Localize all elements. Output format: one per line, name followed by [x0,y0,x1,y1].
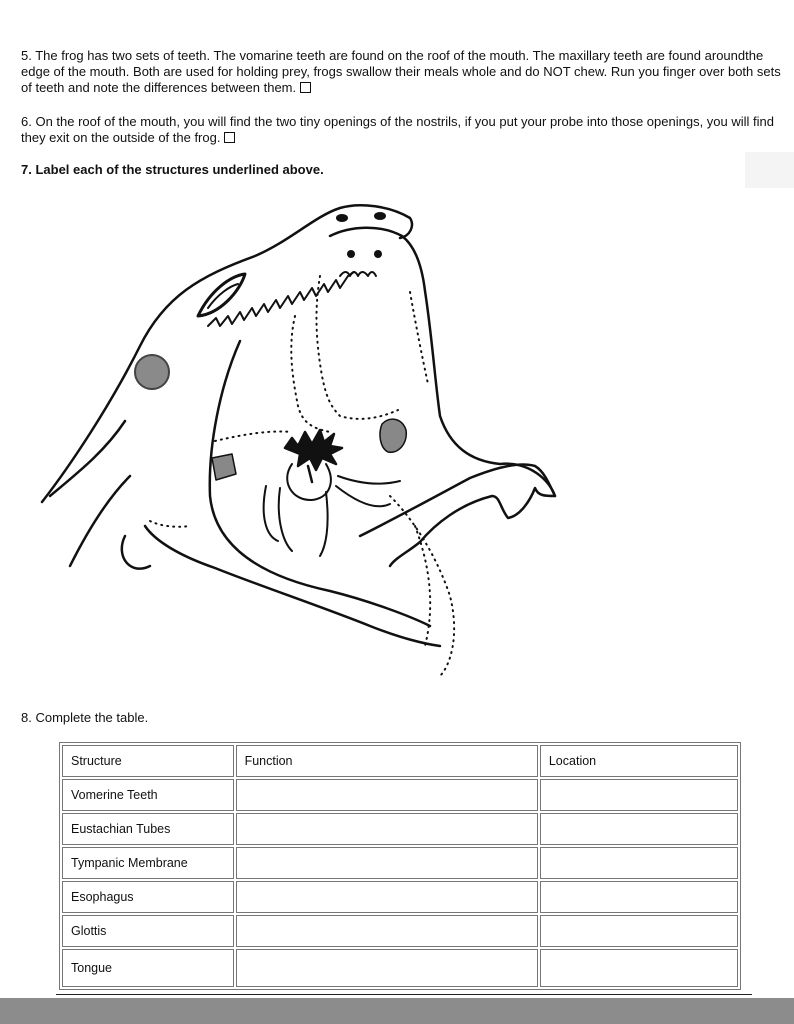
function-cell[interactable] [236,949,538,987]
structure-cell: Vomerine Teeth [62,779,234,811]
function-cell[interactable] [236,881,538,913]
table-row [62,881,738,913]
function-cell[interactable] [236,915,538,947]
table-header-row [62,745,738,777]
table-row [62,949,738,987]
function-cell[interactable] [236,779,538,811]
nostril-left [347,250,355,258]
esophagus [285,430,342,470]
location-cell[interactable] [540,915,738,947]
mouth-roof-edge [330,228,555,496]
header-location: Location [540,745,738,777]
location-cell[interactable] [540,813,738,845]
question-6 [21,114,781,146]
floor-line-3 [320,492,328,556]
table-row [62,813,738,845]
eye-outline [198,274,245,316]
location-cell[interactable] [540,881,738,913]
glottis-slit [308,466,312,482]
nostril-right [374,250,382,258]
neck-line-3 [122,536,150,569]
vomerine-teeth [340,272,376,276]
structure-cell: Tongue [62,949,234,987]
structure-cell: Esophagus [62,881,234,913]
footer-bar [0,998,794,1024]
floor-line-5 [338,476,400,484]
structure-cell: Eustachian Tubes [62,813,234,845]
lower-jaw-outline [145,526,440,646]
table-row [62,915,738,947]
floor-line-2 [279,488,292,551]
mouth-cavity-outline [210,341,430,626]
structure-cell: Tympanic Membrane [62,847,234,879]
location-cell[interactable] [540,847,738,879]
floor-line-1 [264,486,278,541]
structures-table [59,742,741,990]
floor-line-4 [336,486,390,506]
question-8: 8. Complete the table. [21,710,149,725]
location-cell[interactable] [540,779,738,811]
table-row [62,779,738,811]
question-7: 7. Label each of the structures underlined above. [21,162,324,177]
snout-mark-left [336,214,348,222]
tongue [360,465,555,567]
structure-cell: Glottis [62,915,234,947]
checkbox-q5[interactable] [300,82,311,93]
function-cell[interactable] [236,847,538,879]
header-function: Function [236,745,538,777]
location-cell[interactable] [540,949,738,987]
question-5-text: 5. The frog has two sets of teeth. The vomarine teeth are found on the roof of the mouth. The maxillary teeth are found aroundthe edge of the mouth. Both are used for holding prey, frogs swallow their meals whole and do NOT chew. Run you finger over both sets of teeth and note the differences between them. [21,48,781,95]
faint-box [745,152,794,188]
neck-line-1 [50,421,125,496]
table-row [62,847,738,879]
header-structure: Structure [62,745,234,777]
question-6-text: 6. On the roof of the mouth, you will find the two tiny openings of the nostrils, if you put your probe into those openings, you will find they exit on the outside of the frog. [21,114,774,145]
checkbox-q6[interactable] [224,132,235,143]
question-5 [21,48,781,96]
snout-mark-right [374,212,386,220]
eustachian-tube-right [380,419,406,452]
tympanic-membrane [135,355,169,389]
function-cell[interactable] [236,813,538,845]
eustachian-tube-left [212,454,236,480]
frog-mouth-diagram [30,196,570,686]
bottom-rule [56,994,752,995]
